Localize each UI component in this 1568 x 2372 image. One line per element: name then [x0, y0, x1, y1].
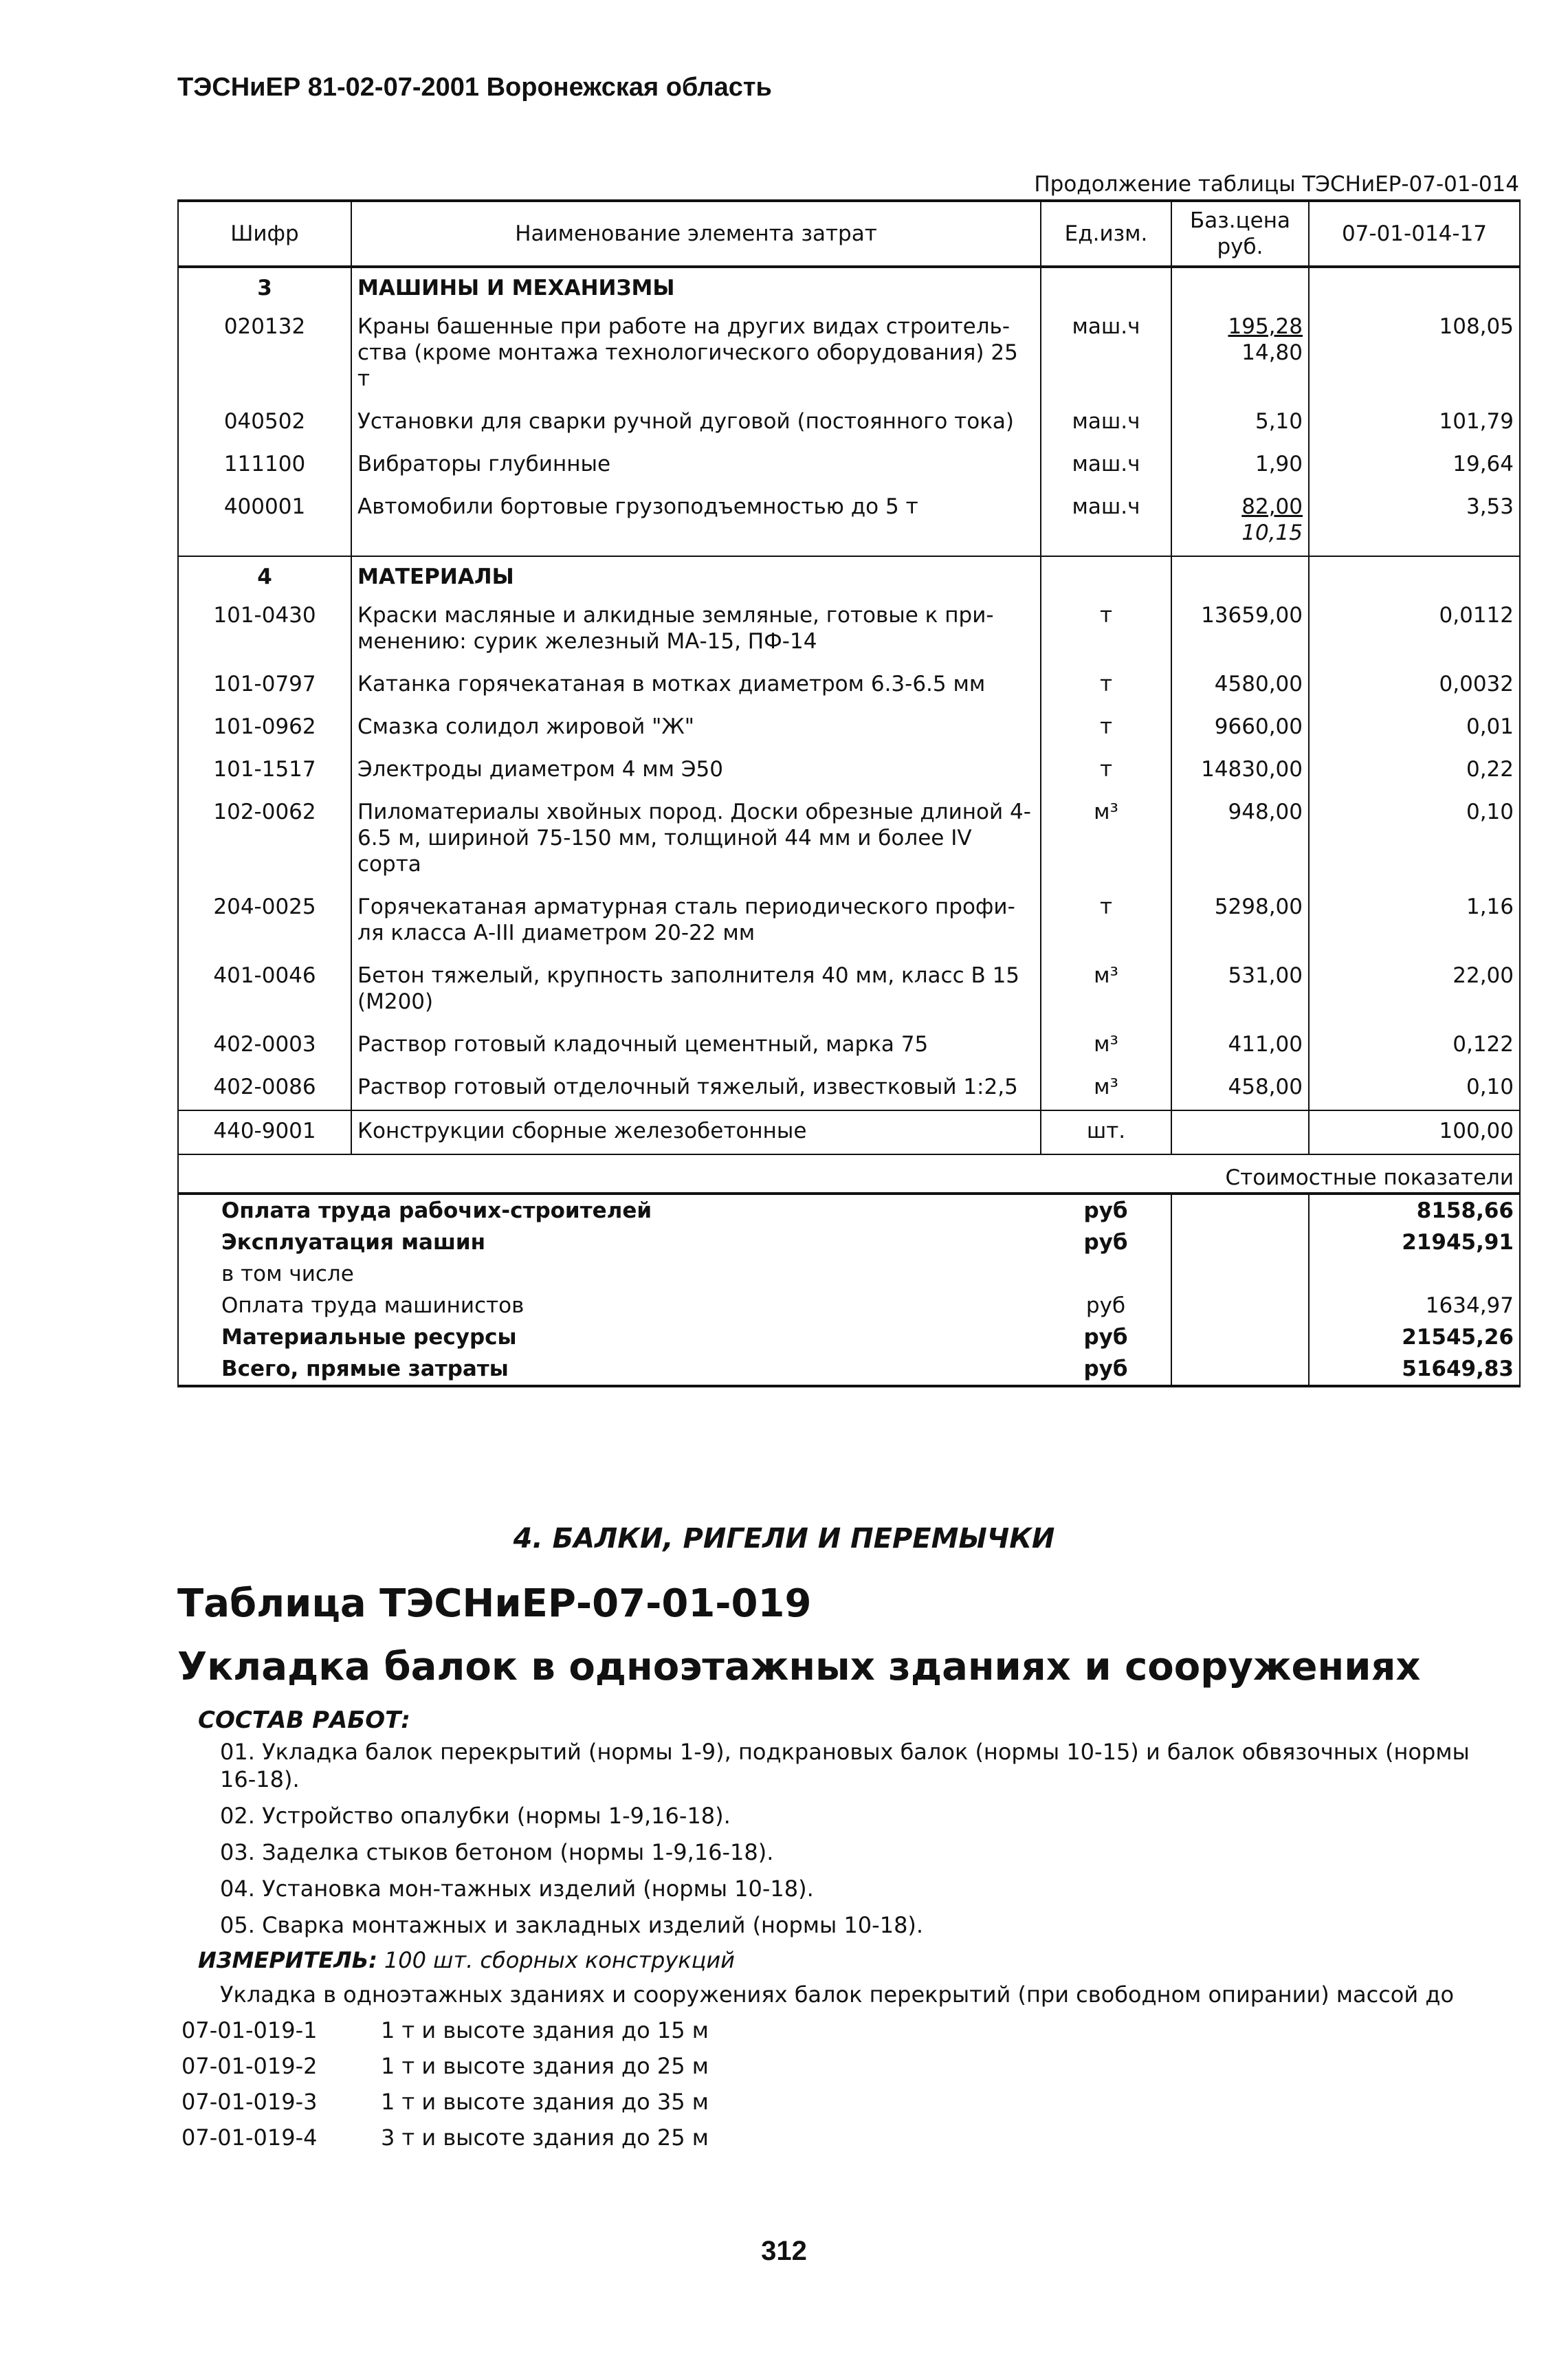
list-item: 02. Устройство опалубки (нормы 1-9,16-18).: [220, 1803, 731, 1829]
row-name: Электроды диаметром 4 мм Э50: [351, 749, 1041, 792]
column-header-name: Наименование элемента затрат: [351, 201, 1041, 267]
row-code: 040502: [178, 402, 351, 444]
norm-text: 1 т и высоте здания до 15 м: [381, 2017, 709, 2043]
table-subtitle: Укладка балок в одноэтажных зданиях и сооружениях: [177, 1645, 1421, 1689]
row-unit: м³: [1041, 956, 1171, 1024]
row-name: Бетон тяжелый, крупность заполнителя 40 мм, класс В 15 (М200): [351, 956, 1041, 1024]
row-price: 531,00: [1171, 956, 1309, 1024]
list-item: 01. Укладка балок перекрытий (нормы 1-9), подкрановых балок (нормы 10-15) и балок обвязочных (нормы 16-18).: [220, 1739, 1470, 1792]
norms-list: [181, 2017, 709, 2160]
row-code: 204-0025: [178, 887, 351, 956]
summary-value: 1634,97: [1309, 1290, 1520, 1321]
row-unit: маш.ч: [1041, 444, 1171, 487]
row-value: 100,00: [1309, 1110, 1520, 1154]
table-title: Таблица ТЭСНиЕР-07-01-019: [177, 1581, 812, 1626]
row-price: 948,00: [1171, 792, 1309, 887]
row-price: 82,00 10,15: [1171, 487, 1309, 556]
list-item: [181, 2089, 709, 2124]
document-header: ТЭСНиЕР 81-02-07-2001 Воронежская область: [177, 73, 772, 102]
row-price: 458,00: [1171, 1067, 1309, 1110]
summary-row: [178, 1321, 1520, 1353]
summary-label: Материальные ресурсы: [178, 1321, 1041, 1353]
table-row: [178, 956, 1520, 1024]
row-unit: м³: [1041, 1067, 1171, 1110]
row-code: 101-1517: [178, 749, 351, 792]
row-value: 0,10: [1309, 792, 1520, 887]
row-unit: т: [1041, 707, 1171, 749]
norm-text: 1 т и высоте здания до 35 м: [381, 2089, 709, 2115]
summary-unit: руб: [1041, 1353, 1171, 1386]
section-title: МАТЕРИАЛЫ: [351, 556, 1041, 595]
section-row: [178, 267, 1520, 307]
cost-indicators-row: [178, 1154, 1520, 1194]
row-price-sub: 10,15: [1241, 520, 1303, 545]
row-code: 101-0962: [178, 707, 351, 749]
list-item: [181, 2017, 709, 2053]
row-code: 401-0046: [178, 956, 351, 1024]
row-unit: маш.ч: [1041, 307, 1171, 402]
row-price: 14830,00: [1171, 749, 1309, 792]
summary-label: в том числе: [178, 1258, 1041, 1290]
row-price: 1,90: [1171, 444, 1309, 487]
norm-text: 1 т и высоте здания до 25 м: [381, 2053, 709, 2079]
row-unit: т: [1041, 749, 1171, 792]
works-list: [220, 1738, 1512, 1948]
summary-label: Всего, прямые затраты: [178, 1353, 1041, 1386]
table-header-row: [178, 201, 1520, 267]
row-price: 9660,00: [1171, 707, 1309, 749]
row-price: 5298,00: [1171, 887, 1309, 956]
summary-label: Оплата труда машинистов: [178, 1290, 1041, 1321]
row-code: 111100: [178, 444, 351, 487]
norm-text: 3 т и высоте здания до 25 м: [381, 2124, 709, 2151]
table-row: [178, 1067, 1520, 1110]
list-item: 04. Установка мон-тажных изделий (нормы 10-18).: [220, 1876, 814, 1902]
column-header-unit: Ед.изм.: [1041, 201, 1171, 267]
summary-unit: руб: [1041, 1321, 1171, 1353]
table-row: [178, 487, 1520, 556]
row-code: 020132: [178, 307, 351, 402]
summary-value: 21545,26: [1309, 1321, 1520, 1353]
row-name: Пиломатериалы хвойных пород. Доски обрезные длиной 4-6.5 м, шириной 75-150 мм, толщиной 44 мм и более IV сорта: [351, 792, 1041, 887]
row-code: 102-0062: [178, 792, 351, 887]
column-header-norm-code: 07-01-014-17: [1309, 201, 1520, 267]
row-code: 440-9001: [178, 1110, 351, 1154]
norm-intro: Укладка в одноэтажных зданиях и сооружениях балок перекрытий (при свободном опирании) массой до: [220, 1981, 1455, 2008]
summary-row: [178, 1194, 1520, 1227]
row-value: 0,01: [1309, 707, 1520, 749]
row-name: Раствор готовый кладочный цементный, марка 75: [351, 1024, 1041, 1067]
row-unit: шт.: [1041, 1110, 1171, 1154]
row-value: 3,53: [1309, 487, 1520, 556]
row-name: Установки для сварки ручной дуговой (постоянного тока): [351, 402, 1041, 444]
row-unit: маш.ч: [1041, 402, 1171, 444]
row-value: 19,64: [1309, 444, 1520, 487]
row-code: 400001: [178, 487, 351, 556]
row-unit: т: [1041, 664, 1171, 707]
row-price-sub: 14,80: [1241, 340, 1303, 365]
row-name: Краны башенные при работе на других видах строитель-ства (кроме монтажа технологического оборудования) 25 т: [351, 307, 1041, 402]
row-unit: м³: [1041, 1024, 1171, 1067]
section-heading: 4. БАЛКИ, РИГЕЛИ И ПЕРЕМЫЧКИ: [513, 1523, 1055, 1555]
summary-unit: [1041, 1258, 1171, 1290]
table-row: [178, 887, 1520, 956]
summary-value: 51649,83: [1309, 1353, 1520, 1386]
table-row: [178, 307, 1520, 402]
measure-unit: [198, 1947, 735, 1973]
row-price: [1171, 1110, 1309, 1154]
row-name: Катанка горячекатаная в мотках диаметром 6.3-6.5 мм: [351, 664, 1041, 707]
summary-row: [178, 1258, 1520, 1290]
summary-value: [1309, 1258, 1520, 1290]
row-name: Смазка солидол жировой "Ж": [351, 707, 1041, 749]
table-row: [178, 1110, 1520, 1154]
row-name: Вибраторы глубинные: [351, 444, 1041, 487]
summary-unit: руб: [1041, 1194, 1171, 1227]
row-unit: маш.ч: [1041, 487, 1171, 556]
row-code: 101-0430: [178, 595, 351, 664]
table-row: [178, 664, 1520, 707]
list-item: [181, 2124, 709, 2160]
row-price: 195,28 14,80: [1171, 307, 1309, 402]
row-name: Раствор готовый отделочный тяжелый, известковый 1:2,5: [351, 1067, 1041, 1110]
summary-label: Оплата труда рабочих-строителей: [178, 1194, 1041, 1227]
row-value: 0,10: [1309, 1067, 1520, 1110]
row-value: 0,22: [1309, 749, 1520, 792]
column-header-base-price: Баз.цена руб.: [1171, 201, 1309, 267]
row-name: Горячекатаная арматурная сталь периодического профи-ля класса А-III диаметром 20-22 мм: [351, 887, 1041, 956]
works-label: СОСТАВ РАБОТ:: [198, 1706, 410, 1734]
measure-unit-value: 100 шт. сборных конструкций: [384, 1947, 735, 1973]
column-header-code: Шифр: [178, 201, 351, 267]
row-value: 108,05: [1309, 307, 1520, 402]
norm-code: 07-01-019-1: [181, 2017, 318, 2043]
row-value: 1,16: [1309, 887, 1520, 956]
table-row: [178, 1024, 1520, 1067]
summary-row: [178, 1227, 1520, 1258]
summary-row: [178, 1290, 1520, 1321]
row-price: 5,10: [1171, 402, 1309, 444]
row-price: 4580,00: [1171, 664, 1309, 707]
row-name: Конструкции сборные железобетонные: [351, 1110, 1041, 1154]
row-value: 101,79: [1309, 402, 1520, 444]
summary-unit: руб: [1041, 1290, 1171, 1321]
section-number: 4: [178, 556, 351, 595]
row-value: 0,0032: [1309, 664, 1520, 707]
table-row: [178, 707, 1520, 749]
row-unit: т: [1041, 595, 1171, 664]
table-row: [178, 792, 1520, 887]
section-row: [178, 556, 1520, 595]
page-number: 312: [761, 2236, 807, 2266]
row-code: 402-0086: [178, 1067, 351, 1110]
summary-row: [178, 1353, 1520, 1386]
resource-cost-table: [177, 199, 1521, 1387]
row-name: Автомобили бортовые грузоподъемностью до 5 т: [351, 487, 1041, 556]
list-item: 03. Заделка стыков бетоном (нормы 1-9,16-18).: [220, 1839, 774, 1865]
table-row: [178, 444, 1520, 487]
row-value: 22,00: [1309, 956, 1520, 1024]
row-price: 411,00: [1171, 1024, 1309, 1067]
list-item: [181, 2053, 709, 2089]
norm-code: 07-01-019-4: [181, 2124, 318, 2151]
section-number: 3: [178, 267, 351, 307]
norm-code: 07-01-019-2: [181, 2053, 318, 2079]
table-row: [178, 749, 1520, 792]
table-continuation-caption: Продолжение таблицы ТЭСНиЕР-07-01-014: [1034, 172, 1519, 197]
table-row: [178, 402, 1520, 444]
table-row: [178, 595, 1520, 664]
row-unit: т: [1041, 887, 1171, 956]
row-price: 13659,00: [1171, 595, 1309, 664]
row-value: 0,122: [1309, 1024, 1520, 1067]
row-code: 402-0003: [178, 1024, 351, 1067]
section-title: МАШИНЫ И МЕХАНИЗМЫ: [351, 267, 1041, 307]
row-name: Краски масляные и алкидные земляные, готовые к при-менению: сурик железный МА-15, ПФ-14: [351, 595, 1041, 664]
cost-indicators-label: Стоимостные показатели: [178, 1154, 1520, 1194]
row-value: 0,0112: [1309, 595, 1520, 664]
measure-unit-label: ИЗМЕРИТЕЛЬ:: [198, 1947, 377, 1973]
summary-value: 21945,91: [1309, 1227, 1520, 1258]
row-unit: м³: [1041, 792, 1171, 887]
norm-code: 07-01-019-3: [181, 2089, 318, 2115]
row-code: 101-0797: [178, 664, 351, 707]
list-item: 05. Сварка монтажных и закладных изделий (нормы 10-18).: [220, 1912, 924, 1938]
summary-label: Эксплуатация машин: [178, 1227, 1041, 1258]
summary-value: 8158,66: [1309, 1194, 1520, 1227]
summary-unit: руб: [1041, 1227, 1171, 1258]
